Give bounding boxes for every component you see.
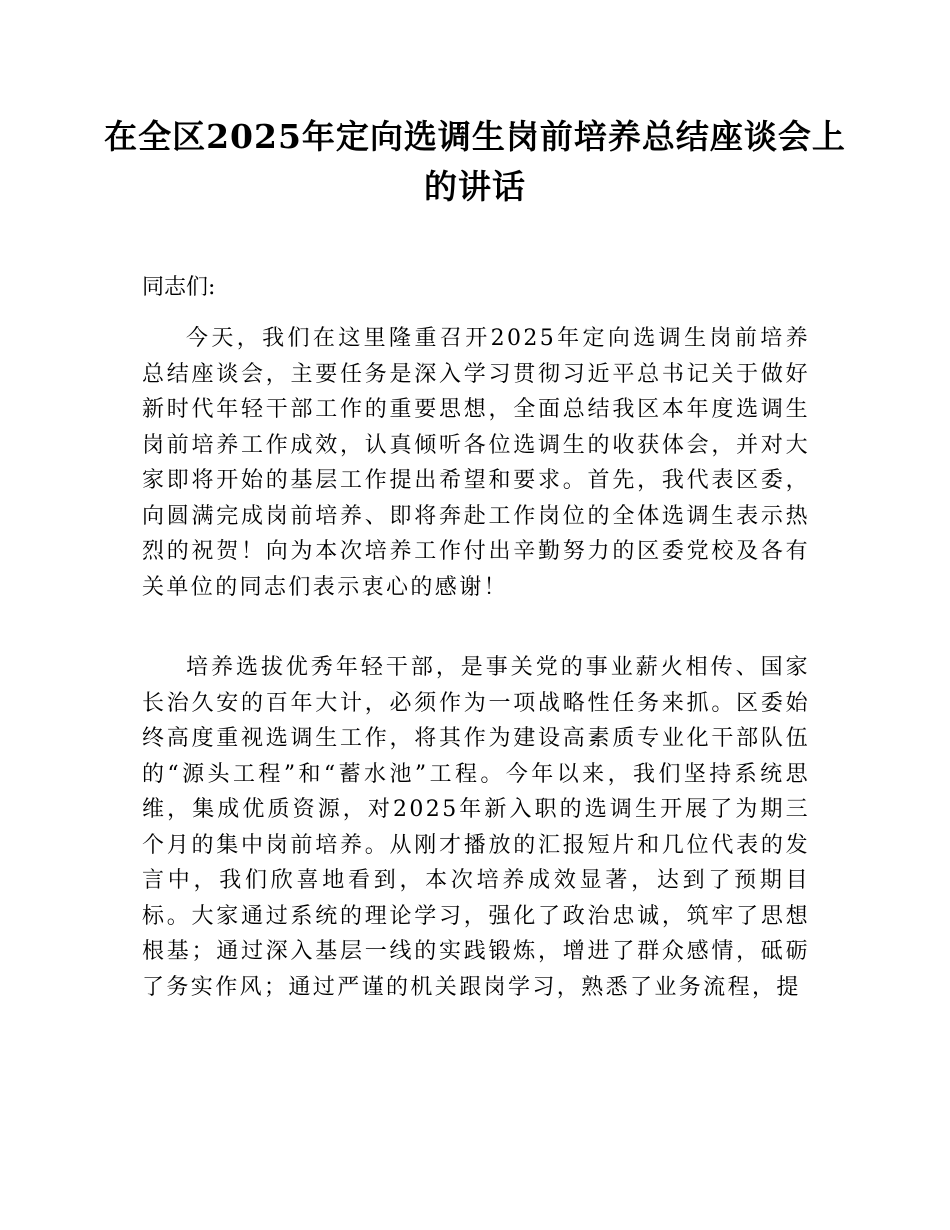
paragraph-opening: 今天，我们在这里隆重召开2025年定向选调生岗前培养总结座谈会，主要任务是深入学习贯彻习近平总书记关于做好新时代年轻干部工作的重要思想，全面总结我区本年度选调生岗前培养工作成效，认真倾听各位选调生的收获体会，并对大家即将开始的基层工作提出希望和要求。首先，我代表区委，向圆满完成岗前培养、即将奔赴工作岗位的全体选调生表示热烈的祝贺！向为本次培养工作付出辛勤努力的区委党校及各有关单位的同志们表示衷心的感谢！	[142, 326, 810, 600]
document-title: 在全区2025年定向选调生岗前培养总结座谈会上的讲话	[104, 117, 846, 206]
paragraph-training-overview: 培养选拔优秀年轻干部，是事关党的事业薪火相传、国家长治久安的百年大计，必须作为一项战略性任务来抓。区委始终高度重视选调生工作，将其作为建设高素质专业化干部队伍的“源头工程”和“蓄水池”工程。今年以来，我们坚持系统思维，集成优质资源，对2025年新入职的选调生开展了为期三个月的集中岗前培养。从刚才播放的汇报短片和几位代表的发言中，我们欣喜地看到，本次培养成效显著，达到了预期目标。大家通过系统的理论学习，强化了政治忠诚，筑牢了思想根基；通过深入基层一线的实践锻炼，增进了群众感情，砥砺了务实作风；通过严谨的机关跟岗学习，熟悉了业务流程，提	[142, 655, 810, 1000]
salutation: 同志们:	[142, 275, 216, 300]
